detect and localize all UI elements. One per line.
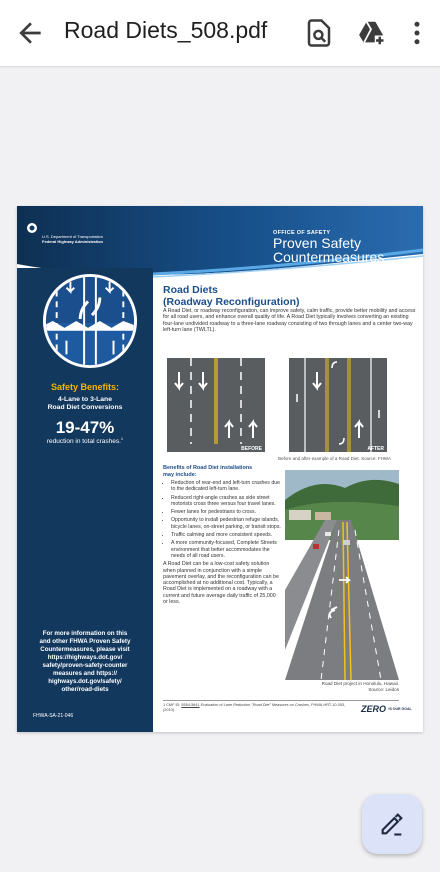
zero-is-our-goal-logo: ZERO IS OUR GOAL <box>361 704 412 714</box>
proven-safety-link[interactable]: https://highways.dot.gov/ safety/proven-safety-counter measures <box>42 654 128 677</box>
footnote: 1 CMF ID: 5554-5641 Evaluation of Lane Reduction "Road Diet" Measures on Crashes, FHWA-HRT-10-053, (2010). <box>163 703 346 712</box>
annotate-button[interactable] <box>362 794 422 854</box>
list-item: • A more community-focused, Complete Streets environment that better accommodates the needs of all road users. <box>171 540 281 559</box>
benefits-list <box>163 480 281 559</box>
agency-name: U.S. Department of Transportation Federal Highway Administration <box>42 234 103 244</box>
list-item: • Opportunity to install pedestrian refuge islands, bicycle lanes, on-street parking, or transit stops. <box>171 517 281 530</box>
cmf-link[interactable]: 5554-5641 <box>181 703 200 707</box>
more-vertical-icon[interactable] <box>402 18 432 48</box>
app-bar <box>0 0 440 66</box>
safety-benefits-heading: Safety Benefits: <box>50 382 120 392</box>
before-after-diagram <box>167 358 407 454</box>
footnote-divider <box>163 700 399 701</box>
search-document-icon[interactable] <box>304 18 334 48</box>
road-diet-logo-icon <box>41 272 139 370</box>
back-arrow-icon[interactable] <box>14 17 46 49</box>
proven-safety-title: Proven Safety Countermeasures <box>273 235 385 265</box>
office-of-safety: OFFICE OF SAFETY <box>273 230 331 236</box>
document-title: Road Diets_508.pdf <box>64 17 268 43</box>
more-info-text: For more information on this and other FHWA Proven Safety Countermeasures, please visit https://highways.dot.gov/ safety/proven-safety-counter measures and https:// highways.dot.gov/safety/ other/road-diets <box>27 630 143 694</box>
list-item: • Traffic calming and more consistent speeds. <box>171 532 281 538</box>
road-diets-title: Road Diets (Roadway Reconfiguration) <box>163 284 300 308</box>
road-diets-link[interactable]: https:// highways.dot.gov/safety/ other/road-diets <box>48 670 122 693</box>
before-label: BEFORE <box>241 446 262 452</box>
diagram-caption: Before and after example of a Road Diet. Source: FHWA <box>278 456 391 461</box>
photo-caption: Road Diet project in Honolulu, Hawaii. Source: Leidos <box>321 681 399 692</box>
list-item: • Reduction of rear-end and left-turn crashes due to the dedicated left-turn lane. <box>171 480 281 493</box>
closing-paragraph: A Road Diet can be a low-cost safety solution when planned in conjunction with a simple pavement overlay, and the reconfiguration can be accomplished at no additional cost. Typically, a Road Diet is implemented on a roadway with a current and future average daily traffic of 25,000 or less. <box>163 561 279 606</box>
edit-pen-icon <box>378 810 406 838</box>
intro-paragraph: A Road Diet, or roadway reconfiguration, can improve safety, calm traffic, provide better mobility and access for all road users, and enhance overall quality of life. A Road Diet typically involves converting an existing four-lane undivided roadway to a three-lane roadway consisting of two through lanes and a center two-way left-turn lane (TWLTL). <box>163 308 416 333</box>
list-item: • Fewer lanes for pedestrians to cross. <box>171 509 281 515</box>
benefits-section <box>163 465 281 605</box>
after-label: AFTER <box>367 446 384 452</box>
drive-add-icon[interactable] <box>356 18 386 48</box>
main-content <box>153 268 423 732</box>
sidebar <box>17 268 153 732</box>
publication-code: FHWA-SA-21-046 <box>33 713 74 719</box>
benefits-heading: Benefits of Road Diet installations may include: <box>163 465 253 478</box>
pdf-page[interactable] <box>17 206 423 732</box>
crash-reduction-percent: 19-47% <box>55 418 115 437</box>
list-item: • Reduced right-angle crashes as side street motorists cross three versus four travel lanes. <box>171 495 281 508</box>
benefit-subheading: 4-Lane to 3-Lane Road Diet Conversions <box>47 396 123 411</box>
reduction-text: reduction in total crashes.$^1$ <box>46 436 124 446</box>
honolulu-road-photo <box>285 470 399 680</box>
